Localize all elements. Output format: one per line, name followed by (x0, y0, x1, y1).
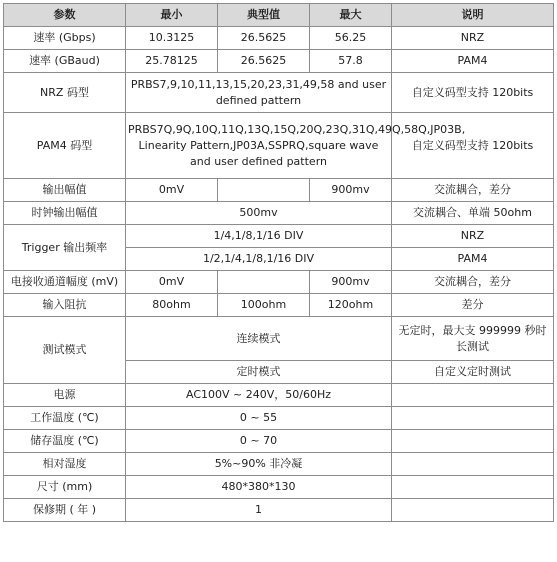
row-desc: PAM4 (392, 248, 554, 271)
row-max: 900mv (310, 179, 392, 202)
table-row (4, 27, 554, 50)
row-param: 工作温度 (℃) (4, 407, 126, 430)
row-desc: NRZ (392, 27, 554, 50)
row-value: 500mv (126, 202, 392, 225)
row-desc: 自定义码型支持 120bits (392, 113, 554, 179)
row-min: 10.3125 (126, 27, 218, 50)
row-desc (392, 476, 554, 499)
row-value: 1/2,1/4,1/8,1/16 DIV (126, 248, 392, 271)
table-row (4, 294, 554, 317)
row-value: 定时模式 (126, 361, 392, 384)
row-desc: 自定义定时测试 (392, 361, 554, 384)
row-param: 储存温度 (℃) (4, 430, 126, 453)
row-value: 1/4,1/8,1/16 DIV (126, 225, 392, 248)
header-max: 最大 (310, 4, 392, 27)
table-row (4, 271, 554, 294)
table-row (4, 202, 554, 225)
row-param: 速率 (GBaud) (4, 50, 126, 73)
table-row (4, 476, 554, 499)
table-row (4, 430, 554, 453)
row-param: NRZ 码型 (4, 73, 126, 113)
row-param: 保修期 ( 年 ) (4, 499, 126, 522)
row-typ (218, 271, 310, 294)
header-row (4, 4, 554, 27)
row-value: 480*380*130 (126, 476, 392, 499)
row-desc: 无定时，最大支 999999 秒时长测试 (392, 317, 554, 361)
row-desc (392, 384, 554, 407)
row-value: 1 (126, 499, 392, 522)
row-param: 尺寸 (mm) (4, 476, 126, 499)
row-min: 80ohm (126, 294, 218, 317)
table-row (4, 225, 554, 248)
table-row (4, 50, 554, 73)
row-typ: 100ohm (218, 294, 310, 317)
row-param: 速率 (Gbps) (4, 27, 126, 50)
row-param: 相对湿度 (4, 453, 126, 476)
row-min: 25.78125 (126, 50, 218, 73)
row-param: Trigger 输出频率 (4, 225, 126, 271)
row-param: 测试模式 (4, 317, 126, 384)
row-typ (218, 179, 310, 202)
row-desc: 交流耦合，差分 (392, 271, 554, 294)
row-param: 时钟输出幅值 (4, 202, 126, 225)
header-desc: 说明 (392, 4, 554, 27)
table-row (4, 179, 554, 202)
row-param: 电源 (4, 384, 126, 407)
row-typ: 26.5625 (218, 27, 310, 50)
table-row (4, 73, 554, 113)
row-param: 电接收通道幅度 (mV) (4, 271, 126, 294)
row-min: 0mV (126, 271, 218, 294)
row-desc: 差分 (392, 294, 554, 317)
header-typ: 典型值 (218, 4, 310, 27)
row-value: 5%~90% 非冷凝 (126, 453, 392, 476)
row-desc (392, 430, 554, 453)
table-row (4, 113, 554, 179)
row-desc: 交流耦合、单端 50ohm (392, 202, 554, 225)
header-min: 最小 (126, 4, 218, 27)
table-row (4, 317, 554, 361)
row-typ: 26.5625 (218, 50, 310, 73)
row-desc (392, 499, 554, 522)
spec-table (3, 3, 554, 522)
row-value: 0 ~ 70 (126, 430, 392, 453)
row-max: 120ohm (310, 294, 392, 317)
table-row (4, 499, 554, 522)
row-min: 0mV (126, 179, 218, 202)
row-max: 900mv (310, 271, 392, 294)
row-desc: 自定义码型支持 120bits (392, 73, 554, 113)
table-row (4, 453, 554, 476)
row-param: 输出幅值 (4, 179, 126, 202)
row-value: 0 ~ 55 (126, 407, 392, 430)
row-value: AC100V ~ 240V，50/60Hz (126, 384, 392, 407)
row-desc: PAM4 (392, 50, 554, 73)
row-max: 56.25 (310, 27, 392, 50)
row-value: PRBS7Q,9Q,10Q,11Q,13Q,15Q,20Q,23Q,31Q,49Q,58Q,JP03B, Linearity Pattern,JP03A,SSPRQ,square wave and user defined pattern (126, 113, 392, 179)
row-value: 连续模式 (126, 317, 392, 361)
table-row (4, 384, 554, 407)
row-desc: NRZ (392, 225, 554, 248)
row-value: PRBS7,9,10,11,13,15,20,23,31,49,58 and user defined pattern (126, 73, 392, 113)
table-row (4, 407, 554, 430)
row-max: 57.8 (310, 50, 392, 73)
header-param: 参数 (4, 4, 126, 27)
row-param: PAM4 码型 (4, 113, 126, 179)
row-desc: 交流耦合，差分 (392, 179, 554, 202)
row-desc (392, 453, 554, 476)
row-desc (392, 407, 554, 430)
row-param: 输入阻抗 (4, 294, 126, 317)
